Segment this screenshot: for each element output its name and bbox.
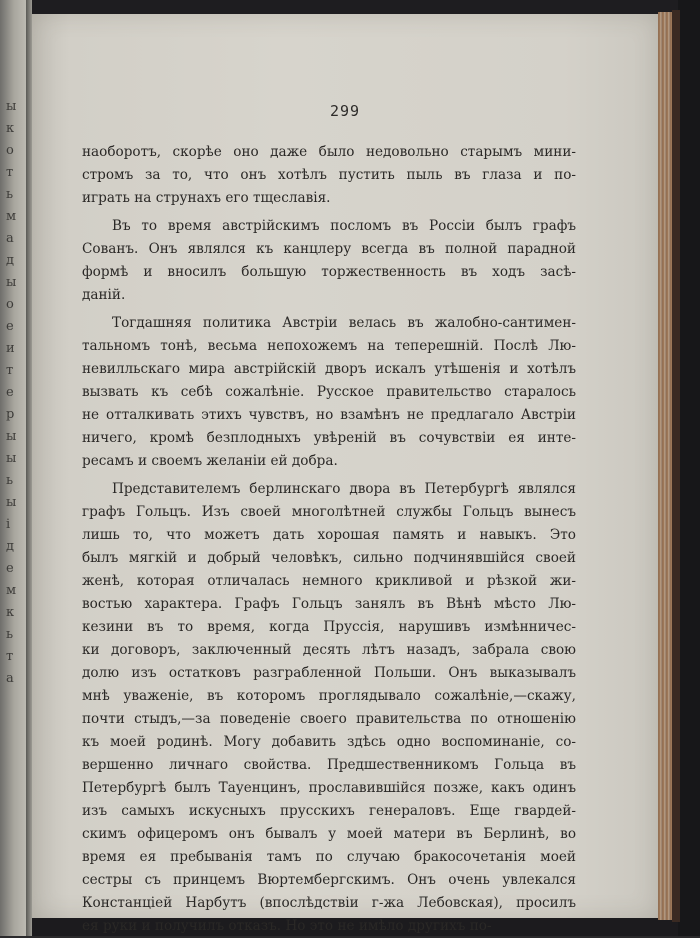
edge-char: о <box>6 143 14 158</box>
page-number: 299 <box>329 102 361 120</box>
text-line: ничего, кромѣ безплодныхъ увѣреній въ сочувствіи ея инте- <box>82 430 576 446</box>
edge-char: р <box>6 407 15 422</box>
text-line: Тогдашняя политика Австріи велась въ жалобно-сантимен- <box>112 315 576 331</box>
edge-char: ы <box>6 429 17 444</box>
background-right <box>678 0 700 936</box>
text-line: Сованъ. Онъ являлся къ канцлеру всегда въ полной парадной <box>82 241 576 257</box>
text-line: ея руки и получилъ отказъ. Но это не имѣло другихъ по- <box>82 918 492 934</box>
text-line: изъ самыхъ искусныхъ прусскихъ генераловъ. Еще гвардей- <box>82 803 576 819</box>
page-body-text <box>82 141 576 938</box>
text-line: стромъ за то, что онъ хотѣлъ пустить пыль въ глаза и по- <box>82 167 576 183</box>
edge-char: о <box>6 297 14 312</box>
text-line: былъ мягкій и добрый человѣкъ, сильно подчинявшійся своей <box>82 550 576 566</box>
paragraph <box>82 141 576 210</box>
text-line: скимъ офицеромъ онъ бывалъ у моей матери въ Берлинѣ, во <box>82 826 576 842</box>
edge-char: ь <box>6 627 14 642</box>
edge-char: і <box>6 517 11 532</box>
text-line: къ моей родинѣ. Могу добавить здѣсь одно воспоминаніе, со- <box>82 734 576 750</box>
text-line: женѣ, которая отличалась немного крикливой и рѣзкой жи- <box>82 573 576 589</box>
edge-char: ы <box>6 451 17 466</box>
paragraph <box>82 312 576 473</box>
text-line: кезини въ то время, когда Пруссія, нарушивъ измѣнничес- <box>82 619 576 635</box>
paragraph <box>82 478 576 938</box>
text-line: играть на струнахъ его тщеславія. <box>82 190 331 206</box>
text-line: сестры съ принцемъ Вюртембергскимъ. Онъ очень увлекался <box>82 872 576 888</box>
edge-char: м <box>6 209 17 224</box>
text-line: Представителемъ берлинскаго двора въ Петербургѣ являлся <box>112 481 576 497</box>
previous-page-edge <box>0 0 26 936</box>
edge-char: и <box>6 341 15 356</box>
text-line: мнѣ уваженіе, въ которомъ проглядывало сожалѣніе,—скажу, <box>82 688 576 704</box>
edge-char: т <box>6 649 14 664</box>
edge-char: м <box>6 583 17 598</box>
edge-char: е <box>6 319 14 334</box>
edge-char: а <box>6 231 14 246</box>
edge-char: ь <box>6 473 14 488</box>
edge-char: а <box>6 671 14 686</box>
text-line: ресамъ и своемъ желаніи ей добра. <box>82 453 338 469</box>
edge-char: ы <box>6 99 17 114</box>
text-line: даній. <box>82 287 126 303</box>
text-line: Констанціей Нарбутъ (впослѣдствіи г-жа Лебовская), просилъ <box>82 895 576 911</box>
text-line: Петербургѣ былъ Тауенцинъ, прославившійся позже, какъ одинъ <box>82 780 576 796</box>
edge-char: т <box>6 363 14 378</box>
text-line: Въ то время австрійскимъ посломъ въ Россіи былъ графъ <box>112 218 576 234</box>
edge-char: е <box>6 385 14 400</box>
book-cover-edge <box>672 10 680 922</box>
edge-char: е <box>6 561 14 576</box>
text-line: не отталкивать этихъ чувствъ, но взамѣнъ не предлагало Австріи <box>82 407 576 423</box>
text-line: востью характера. Графъ Гольцъ занялъ въ Вѣнѣ мѣсто Лю- <box>82 596 576 612</box>
edge-char: ы <box>6 275 17 290</box>
text-line: время ея пребыванія тамъ по случаю бракосочетанія моей <box>82 849 576 865</box>
background-top <box>0 0 700 14</box>
text-line: невилльскаго мира австрійскій дворъ искалъ утѣшенія и хотѣлъ <box>82 361 576 377</box>
edge-char: т <box>6 165 14 180</box>
edge-char: ь <box>6 187 14 202</box>
text-line: формѣ и вносилъ большую торжественность въ ходъ засѣ- <box>82 264 576 280</box>
text-line: ки договоръ, заключенный десять лѣтъ назадъ, забрала свою <box>82 642 576 658</box>
text-line: лишь то, что можетъ дать хорошая память и навыкъ. Это <box>82 527 576 543</box>
edge-char: д <box>6 539 15 554</box>
text-line: долю изъ остатковъ разграбленной Польши. Онъ выказывалъ <box>82 665 576 681</box>
text-line: наоборотъ, скорѣе оно даже было недовольно старымъ мини- <box>82 144 576 160</box>
edge-char: д <box>6 253 15 268</box>
text-line: графъ Гольцъ. Изъ своей многолѣтней службы Гольцъ вынесъ <box>82 504 576 520</box>
text-line: тальномъ тонѣ, весьма непохожемъ на теперешній. Послѣ Лю- <box>82 338 576 354</box>
book-page <box>32 14 658 934</box>
text-line: вызвать къ себѣ сожалѣніе. Русское правительство старалось <box>82 384 576 400</box>
edge-char: к <box>6 121 15 136</box>
paragraph <box>82 215 576 307</box>
edge-char: ы <box>6 495 17 510</box>
previous-page-edge-text <box>6 96 22 690</box>
text-line: вершенно личнаго свойства. Предшественникомъ Гольца въ <box>82 757 576 773</box>
edge-char: к <box>6 605 15 620</box>
text-line: почти стыдъ,—за поведеніе своего правительства по отношенію <box>82 711 576 727</box>
